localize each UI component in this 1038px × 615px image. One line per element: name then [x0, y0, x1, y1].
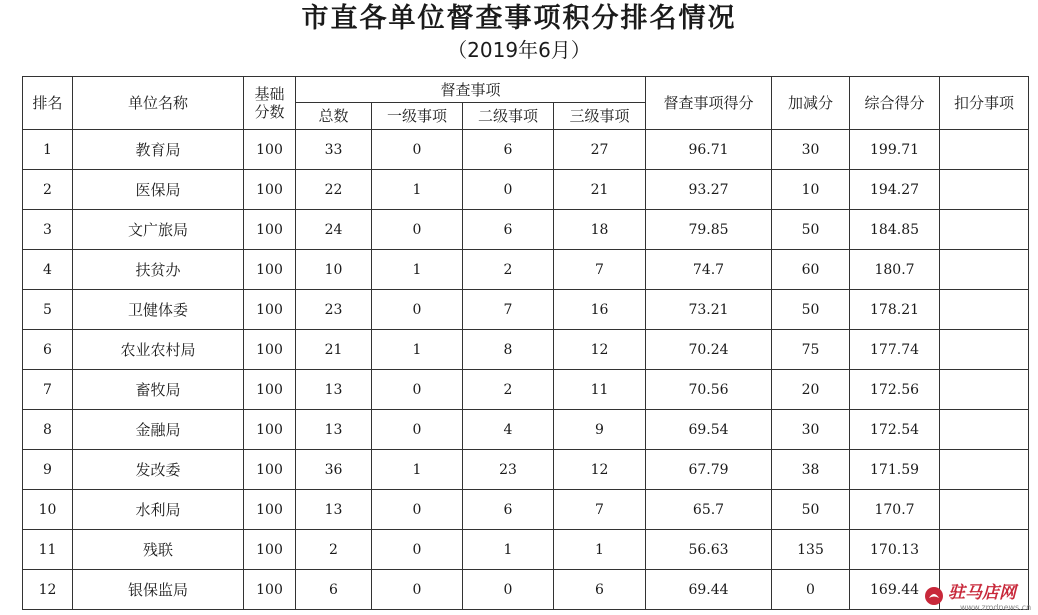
cell-overall: 170.13 — [850, 530, 940, 570]
cell-score: 93.27 — [646, 170, 772, 210]
cell-level2: 1 — [463, 530, 554, 570]
cell-total: 24 — [296, 210, 372, 250]
cell-level1: 0 — [372, 530, 463, 570]
cell-base: 100 — [244, 330, 296, 370]
cell-adjust: 60 — [772, 250, 850, 290]
cell-deduction — [940, 250, 1029, 290]
cell-score: 69.54 — [646, 410, 772, 450]
cell-score: 96.71 — [646, 130, 772, 170]
cell-level3: 7 — [554, 490, 646, 530]
cell-rank: 6 — [23, 330, 73, 370]
cell-level2: 2 — [463, 250, 554, 290]
header-supervision-score: 督查事项得分 — [646, 77, 772, 130]
table-row — [23, 490, 1029, 530]
header-overall: 综合得分 — [850, 77, 940, 130]
cell-score: 70.24 — [646, 330, 772, 370]
cell-score: 67.79 — [646, 450, 772, 490]
cell-total: 13 — [296, 370, 372, 410]
table-row — [23, 250, 1029, 290]
cell-level2: 0 — [463, 170, 554, 210]
ranking-table — [22, 76, 1032, 612]
cell-level2: 8 — [463, 330, 554, 370]
cell-rank: 3 — [23, 210, 73, 250]
cell-base: 100 — [244, 490, 296, 530]
cell-adjust: 50 — [772, 290, 850, 330]
cell-base: 100 — [244, 130, 296, 170]
cell-unit: 发改委 — [73, 450, 244, 490]
cell-adjust: 50 — [772, 210, 850, 250]
page-title: 市直各单位督查事项积分排名情况 — [301, 3, 737, 34]
cell-overall: 194.27 — [850, 170, 940, 210]
header-level3: 三级事项 — [554, 103, 646, 130]
cell-unit: 医保局 — [73, 170, 244, 210]
header-level1: 一级事项 — [372, 103, 463, 130]
cell-level1: 0 — [372, 570, 463, 610]
cell-total: 33 — [296, 130, 372, 170]
header-adjust: 加减分 — [772, 77, 850, 130]
cell-deduction — [940, 410, 1029, 450]
cell-rank: 11 — [23, 530, 73, 570]
table-row — [23, 370, 1029, 410]
header-base-line2: 分数 — [254, 103, 285, 121]
header-supervision: 督查事项 — [296, 77, 646, 103]
table-row — [23, 530, 1029, 570]
table-row — [23, 410, 1029, 450]
cell-overall: 172.56 — [850, 370, 940, 410]
cell-level2: 4 — [463, 410, 554, 450]
table-row — [23, 210, 1029, 250]
cell-adjust: 50 — [772, 490, 850, 530]
watermark-url: www.zmdnews.cn — [960, 603, 1032, 612]
cell-level1: 1 — [372, 330, 463, 370]
cell-overall: 172.54 — [850, 410, 940, 450]
cell-level3: 9 — [554, 410, 646, 450]
cell-rank: 9 — [23, 450, 73, 490]
watermark-text: 驻马店网 — [948, 583, 1016, 603]
cell-level1: 0 — [372, 410, 463, 450]
table-row — [23, 170, 1029, 210]
cell-rank: 10 — [23, 490, 73, 530]
cell-overall: 171.59 — [850, 450, 940, 490]
cell-overall: 180.7 — [850, 250, 940, 290]
cell-deduction — [940, 130, 1029, 170]
cell-level1: 0 — [372, 370, 463, 410]
cell-deduction — [940, 170, 1029, 210]
logo-icon — [924, 586, 944, 606]
header-base-line1: 基础 — [254, 85, 285, 103]
header-level2: 二级事项 — [463, 103, 554, 130]
cell-overall: 169.44 — [850, 570, 940, 610]
cell-level3: 27 — [554, 130, 646, 170]
cell-level3: 12 — [554, 330, 646, 370]
cell-unit: 农业农村局 — [73, 330, 244, 370]
table-row — [23, 130, 1029, 170]
header-deduction: 扣分事项 — [940, 77, 1029, 130]
cell-deduction — [940, 210, 1029, 250]
cell-level1: 0 — [372, 210, 463, 250]
cell-level3: 11 — [554, 370, 646, 410]
cell-total: 36 — [296, 450, 372, 490]
cell-level2: 7 — [463, 290, 554, 330]
cell-overall: 184.85 — [850, 210, 940, 250]
cell-adjust: 30 — [772, 410, 850, 450]
cell-level3: 6 — [554, 570, 646, 610]
cell-adjust: 135 — [772, 530, 850, 570]
cell-level3: 12 — [554, 450, 646, 490]
cell-adjust: 10 — [772, 170, 850, 210]
cell-score: 65.7 — [646, 490, 772, 530]
cell-level2: 23 — [463, 450, 554, 490]
cell-level1: 1 — [372, 170, 463, 210]
cell-adjust: 20 — [772, 370, 850, 410]
cell-score: 56.63 — [646, 530, 772, 570]
cell-unit: 银保监局 — [73, 570, 244, 610]
cell-deduction — [940, 450, 1029, 490]
cell-score: 73.21 — [646, 290, 772, 330]
header-unit-name: 单位名称 — [73, 77, 244, 130]
cell-overall: 199.71 — [850, 130, 940, 170]
cell-level3: 7 — [554, 250, 646, 290]
cell-level2: 2 — [463, 370, 554, 410]
cell-deduction — [940, 490, 1029, 530]
cell-score: 70.56 — [646, 370, 772, 410]
cell-overall: 170.7 — [850, 490, 940, 530]
cell-level1: 1 — [372, 450, 463, 490]
cell-level2: 0 — [463, 570, 554, 610]
cell-deduction — [940, 330, 1029, 370]
cell-base: 100 — [244, 530, 296, 570]
cell-rank: 7 — [23, 370, 73, 410]
cell-base: 100 — [244, 170, 296, 210]
cell-unit: 教育局 — [73, 130, 244, 170]
cell-total: 23 — [296, 290, 372, 330]
cell-total: 10 — [296, 250, 372, 290]
header-base-score — [244, 77, 296, 130]
cell-unit: 水利局 — [73, 490, 244, 530]
cell-rank: 2 — [23, 170, 73, 210]
table-row — [23, 290, 1029, 330]
cell-level2: 6 — [463, 130, 554, 170]
cell-unit: 残联 — [73, 530, 244, 570]
cell-level1: 0 — [372, 130, 463, 170]
cell-level1: 0 — [372, 490, 463, 530]
cell-overall: 178.21 — [850, 290, 940, 330]
cell-total: 2 — [296, 530, 372, 570]
cell-level3: 21 — [554, 170, 646, 210]
cell-unit: 卫健体委 — [73, 290, 244, 330]
cell-deduction — [940, 290, 1029, 330]
cell-score: 79.85 — [646, 210, 772, 250]
cell-rank: 5 — [23, 290, 73, 330]
cell-base: 100 — [244, 210, 296, 250]
header-rank: 排名 — [23, 77, 73, 130]
header-total: 总数 — [296, 103, 372, 130]
watermark — [922, 583, 1034, 613]
table-row — [23, 570, 1029, 610]
cell-deduction — [940, 530, 1029, 570]
table-row — [23, 450, 1029, 490]
cell-level1: 1 — [372, 250, 463, 290]
cell-level3: 1 — [554, 530, 646, 570]
cell-level3: 16 — [554, 290, 646, 330]
cell-score: 69.44 — [646, 570, 772, 610]
cell-base: 100 — [244, 450, 296, 490]
page-subtitle: （2019年6月） — [447, 38, 591, 62]
cell-rank: 12 — [23, 570, 73, 610]
cell-deduction — [940, 370, 1029, 410]
cell-unit: 金融局 — [73, 410, 244, 450]
cell-base: 100 — [244, 290, 296, 330]
cell-total: 22 — [296, 170, 372, 210]
cell-total: 6 — [296, 570, 372, 610]
cell-level3: 18 — [554, 210, 646, 250]
cell-total: 13 — [296, 490, 372, 530]
cell-unit: 文广旅局 — [73, 210, 244, 250]
cell-adjust: 30 — [772, 130, 850, 170]
table-row — [23, 330, 1029, 370]
cell-level2: 6 — [463, 210, 554, 250]
cell-total: 21 — [296, 330, 372, 370]
cell-base: 100 — [244, 570, 296, 610]
cell-base: 100 — [244, 250, 296, 290]
cell-total: 13 — [296, 410, 372, 450]
cell-rank: 8 — [23, 410, 73, 450]
cell-unit: 畜牧局 — [73, 370, 244, 410]
cell-base: 100 — [244, 410, 296, 450]
cell-base: 100 — [244, 370, 296, 410]
cell-adjust: 75 — [772, 330, 850, 370]
cell-unit: 扶贫办 — [73, 250, 244, 290]
cell-overall: 177.74 — [850, 330, 940, 370]
cell-level2: 6 — [463, 490, 554, 530]
cell-rank: 1 — [23, 130, 73, 170]
cell-level1: 0 — [372, 290, 463, 330]
cell-score: 74.7 — [646, 250, 772, 290]
cell-adjust: 0 — [772, 570, 850, 610]
cell-adjust: 38 — [772, 450, 850, 490]
cell-rank: 4 — [23, 250, 73, 290]
